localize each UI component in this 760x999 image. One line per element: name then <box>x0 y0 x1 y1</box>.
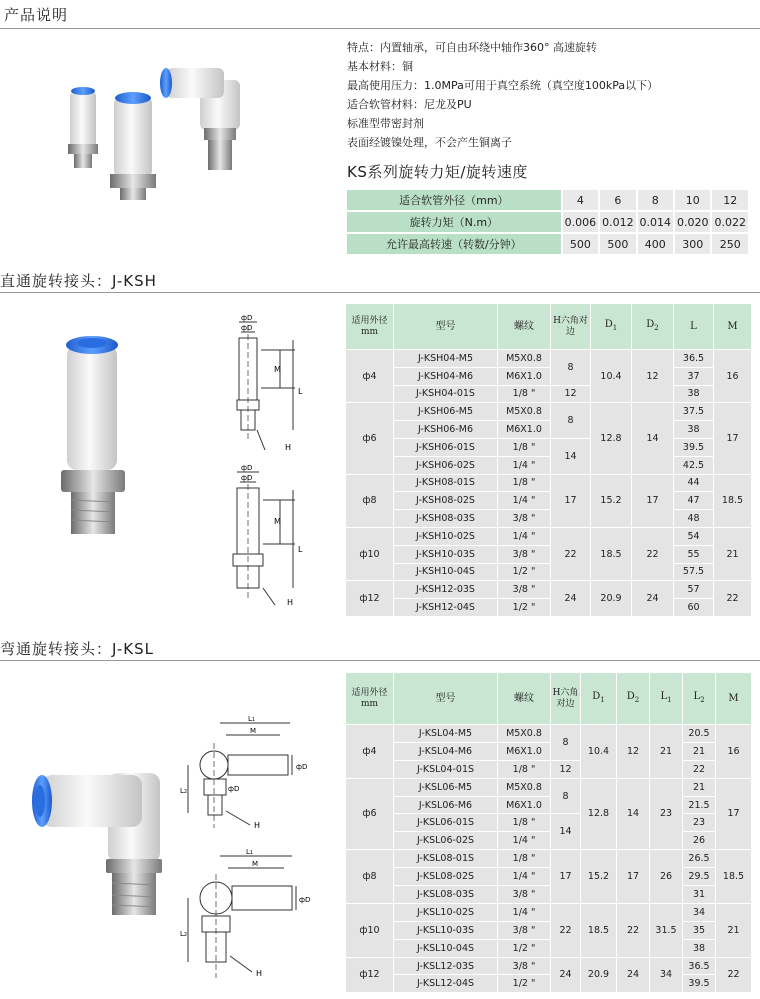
cell: 22 <box>716 957 752 993</box>
ksh-drawing-large <box>225 460 315 610</box>
cell: ф12 <box>346 957 394 993</box>
dim-label: фD <box>241 474 253 482</box>
table-row <box>346 814 752 832</box>
dim-label: L1 <box>246 848 254 856</box>
table-row <box>346 510 752 528</box>
dim-label: фD <box>241 314 253 322</box>
cell: 38 <box>683 939 716 957</box>
cell: 14 <box>551 814 581 850</box>
model-cell: J-KSL12-03S <box>394 957 498 975</box>
ks-table-title: KS系列旋转力矩/旋转速度 <box>347 163 528 181</box>
col-header: H六角对边 <box>551 304 591 350</box>
table-row <box>346 886 752 904</box>
cell: 47 <box>674 492 714 510</box>
table-row <box>346 474 752 492</box>
cell: 17 <box>632 474 674 527</box>
col-header: M <box>716 673 752 725</box>
cell: 12 <box>711 189 749 211</box>
col-header <box>346 673 394 725</box>
col-header-label: L <box>693 691 701 702</box>
table-row <box>346 545 752 563</box>
col-header: $D_2$ <box>617 673 650 725</box>
cell: 44 <box>674 474 714 492</box>
table-row <box>346 492 752 510</box>
model-cell: J-KSH12-04S <box>394 599 498 617</box>
model-cell: J-KSH06-M6 <box>394 421 498 439</box>
cell: ф8 <box>346 474 394 527</box>
divider <box>0 28 760 29</box>
model-cell: J-KSH04-M5 <box>394 350 498 368</box>
feature-item: 标准型带密封剂 <box>347 117 424 130</box>
dim-label: фD <box>296 763 308 771</box>
model-cell: J-KSL04-01S <box>394 760 498 778</box>
cell: 8 <box>551 403 591 439</box>
cell: ф4 <box>346 350 394 403</box>
dim-label: M <box>274 365 281 374</box>
cell: 12 <box>632 350 674 403</box>
dim-label: L <box>248 715 252 723</box>
table-row <box>346 581 752 599</box>
col-header: $L_1$ <box>650 673 683 725</box>
cell: 300 <box>674 233 711 255</box>
dim-label: H <box>256 969 263 978</box>
cell: 20.9 <box>581 957 617 993</box>
model-cell: J-KSH10-02S <box>394 527 498 545</box>
cell: 18.5 <box>714 474 752 527</box>
dim-label: L1 <box>248 715 256 723</box>
cell: 34 <box>650 957 683 993</box>
col-header <box>346 304 394 350</box>
cell: ф6 <box>346 778 394 850</box>
dim-label: H <box>287 598 294 607</box>
cell: ф6 <box>346 403 394 474</box>
table-row <box>346 832 752 850</box>
product-photo <box>60 60 260 200</box>
col-header-label: D <box>626 691 635 702</box>
cell: 38 <box>674 385 714 403</box>
cell: 17 <box>617 850 650 904</box>
col-header-label: 适用外径mm <box>351 687 388 709</box>
dim-label: L2 <box>180 787 188 795</box>
col-header: $D_1$ <box>591 304 632 350</box>
table-row <box>346 527 752 545</box>
col-header: $D_1$ <box>581 673 617 725</box>
table-row <box>346 921 752 939</box>
cell: 1/4 " <box>498 832 551 850</box>
cell: 37.5 <box>674 403 714 421</box>
cell: 0.012 <box>599 211 636 233</box>
table-row <box>346 868 752 886</box>
model-cell: J-KSH08-02S <box>394 492 498 510</box>
cell: 18.5 <box>581 903 617 957</box>
cell: 400 <box>637 233 674 255</box>
cell: 48 <box>674 510 714 528</box>
model-cell: J-KSL08-02S <box>394 868 498 886</box>
cell: 34 <box>683 903 716 921</box>
col-header: 螺纹 <box>498 304 551 350</box>
col-header-label: 适用外径mm <box>351 315 388 337</box>
cell: 39.5 <box>674 438 714 456</box>
table-row <box>346 211 749 233</box>
table-row <box>346 975 752 993</box>
cell: 3/8 " <box>498 921 551 939</box>
cell: 1/2 " <box>498 939 551 957</box>
cell: 500 <box>562 233 599 255</box>
cell: 22 <box>617 903 650 957</box>
cell: 15.2 <box>591 474 632 527</box>
table-row <box>346 350 752 368</box>
dim-label: L <box>246 848 250 856</box>
col-header: 螺纹 <box>498 673 551 725</box>
table-row <box>346 438 752 456</box>
divider <box>0 660 760 661</box>
cell: 37 <box>674 367 714 385</box>
cell: 14 <box>551 438 591 474</box>
cell: 35 <box>683 921 716 939</box>
cell: 38 <box>674 421 714 439</box>
cell: 24 <box>617 957 650 993</box>
cell: M5X0.8 <box>498 725 551 743</box>
cell: 12.8 <box>581 778 617 850</box>
cell: 1/4 " <box>498 868 551 886</box>
cell: 21 <box>683 742 716 760</box>
cell: 10.4 <box>591 350 632 403</box>
dim-label: фD <box>228 785 240 793</box>
dim-label: L <box>180 787 184 795</box>
cell: 18.5 <box>716 850 752 904</box>
ks-spec-table <box>345 188 750 256</box>
feature-list <box>347 38 658 152</box>
feature-item: 最高使用压力：1.0MPa可用于真空系统（真空度100kPa以下） <box>347 79 659 92</box>
cell: ф12 <box>346 581 394 617</box>
cell: 57 <box>674 581 714 599</box>
cell: 1/2 " <box>498 599 551 617</box>
dim-label: H <box>285 443 292 450</box>
table-row <box>346 189 749 211</box>
cell: 3/8 " <box>498 510 551 528</box>
cell: 17 <box>714 403 752 474</box>
cell: 12 <box>617 725 650 779</box>
model-cell: J-KSH10-04S <box>394 563 498 581</box>
cell: 21 <box>716 903 752 957</box>
ksl-spec-table <box>345 672 752 993</box>
cell: 20.9 <box>591 581 632 617</box>
col-header: $D_2$ <box>632 304 674 350</box>
cell: 22 <box>683 760 716 778</box>
section-title-ksl: 弯通旋转接头：J-KSL <box>0 640 155 658</box>
cell: ф8 <box>346 850 394 904</box>
dim-label: L <box>180 930 184 938</box>
cell: M5X0.8 <box>498 403 551 421</box>
cell: 60 <box>674 599 714 617</box>
dim-label: фD <box>241 464 253 472</box>
cell: 26 <box>683 832 716 850</box>
model-cell: J-KSL10-02S <box>394 903 498 921</box>
table-row <box>346 903 752 921</box>
cell: 31 <box>683 886 716 904</box>
cell: 29.5 <box>683 868 716 886</box>
table-row <box>346 367 752 385</box>
cell: 1/8 " <box>498 474 551 492</box>
model-cell: J-KSL10-04S <box>394 939 498 957</box>
ksh-spec-table <box>345 303 752 617</box>
cell: 16 <box>714 350 752 403</box>
model-cell: J-KSL04-M5 <box>394 725 498 743</box>
cell: 36.5 <box>674 350 714 368</box>
cell: 23 <box>683 814 716 832</box>
cell: 8 <box>551 725 581 761</box>
cell: 1/8 " <box>498 385 551 403</box>
cell: ф10 <box>346 527 394 580</box>
model-cell: J-KSL06-M6 <box>394 796 498 814</box>
cell: 3/8 " <box>498 957 551 975</box>
model-cell: J-KSH06-02S <box>394 456 498 474</box>
model-cell: J-KSL06-M5 <box>394 778 498 796</box>
table-header-row <box>346 673 752 725</box>
model-cell: J-KSL12-04S <box>394 975 498 993</box>
cell: 31.5 <box>650 903 683 957</box>
cell: 1/8 " <box>498 438 551 456</box>
dim-label: M <box>274 517 281 526</box>
row-label: 旋转力矩（N.m） <box>346 211 562 233</box>
dim-label: L2 <box>180 930 188 938</box>
cell: 22 <box>551 903 581 957</box>
table-row <box>346 850 752 868</box>
cell: 1/4 " <box>498 903 551 921</box>
ksh-photo <box>55 325 145 540</box>
table-row <box>346 760 752 778</box>
cell: 18.5 <box>591 527 632 580</box>
cell: 24 <box>551 957 581 993</box>
table-row <box>346 233 749 255</box>
cell: 3/8 " <box>498 545 551 563</box>
cell: 6 <box>599 189 636 211</box>
cell: 21.5 <box>683 796 716 814</box>
col-header-label: L <box>660 691 668 702</box>
cell: 0.006 <box>562 211 599 233</box>
cell: 20.5 <box>683 725 716 743</box>
cell: 22 <box>632 527 674 580</box>
table-header-row <box>346 304 752 350</box>
ksl-drawing-large <box>180 848 315 988</box>
model-cell: J-KSL06-02S <box>394 832 498 850</box>
cell: 1/8 " <box>498 760 551 778</box>
table-row <box>346 456 752 474</box>
row-label: 允许最高转速（转数/分钟） <box>346 233 562 255</box>
table-row <box>346 725 752 743</box>
cell: M6X1.0 <box>498 796 551 814</box>
cell: M6X1.0 <box>498 367 551 385</box>
dim-label: фD <box>241 324 253 332</box>
cell: 8 <box>551 350 591 386</box>
cell: M5X0.8 <box>498 778 551 796</box>
model-cell: J-KSH10-03S <box>394 545 498 563</box>
cell: 21 <box>683 778 716 796</box>
cell: ф10 <box>346 903 394 957</box>
cell: 54 <box>674 527 714 545</box>
table-row <box>346 421 752 439</box>
cell: 1/8 " <box>498 814 551 832</box>
ksl-photo <box>28 755 168 920</box>
model-cell: J-KSH04-M6 <box>394 367 498 385</box>
model-cell: J-KSL04-M6 <box>394 742 498 760</box>
cell: 0.014 <box>637 211 674 233</box>
cell: 250 <box>711 233 749 255</box>
col-header: 型号 <box>394 304 498 350</box>
section-title-product: 产品说明 <box>4 6 69 24</box>
cell: 10 <box>674 189 711 211</box>
ksh-drawing-small <box>225 310 315 450</box>
cell: 500 <box>599 233 636 255</box>
cell: 21 <box>650 725 683 779</box>
table-row <box>346 778 752 796</box>
dim-label: H <box>254 821 261 830</box>
dim-label: L <box>298 387 303 396</box>
model-cell: J-KSH06-M5 <box>394 403 498 421</box>
cell: 1/4 " <box>498 527 551 545</box>
cell: 1/4 " <box>498 492 551 510</box>
cell: 1/4 " <box>498 456 551 474</box>
model-cell: J-KSH06-01S <box>394 438 498 456</box>
model-cell: J-KSH08-01S <box>394 474 498 492</box>
dim-label: M <box>250 727 257 735</box>
ksl-drawing-small <box>180 713 315 838</box>
cell: 1/2 " <box>498 975 551 993</box>
cell: 24 <box>632 581 674 617</box>
divider <box>0 292 760 293</box>
cell: 16 <box>716 725 752 779</box>
cell: 36.5 <box>683 957 716 975</box>
cell: 23 <box>650 778 683 850</box>
row-label: 适合软管外径（mm） <box>346 189 562 211</box>
feature-item: 基本材料：铜 <box>347 60 413 73</box>
cell: 3/8 " <box>498 581 551 599</box>
table-row <box>346 403 752 421</box>
cell: 24 <box>551 581 591 617</box>
col-header-label: D <box>646 319 655 330</box>
model-cell: J-KSL10-03S <box>394 921 498 939</box>
cell: 57.5 <box>674 563 714 581</box>
col-header: M <box>714 304 752 350</box>
table-row <box>346 796 752 814</box>
model-cell: J-KSL08-01S <box>394 850 498 868</box>
model-cell: J-KSH04-01S <box>394 385 498 403</box>
cell: 0.020 <box>674 211 711 233</box>
cell: M6X1.0 <box>498 421 551 439</box>
cell: 12 <box>551 760 581 778</box>
cell: 21 <box>714 527 752 580</box>
cell: 10.4 <box>581 725 617 779</box>
table-row <box>346 385 752 403</box>
feature-item: 适合软管材料：尼龙及PU <box>347 98 472 111</box>
cell: 39.5 <box>683 975 716 993</box>
col-header: L <box>674 304 714 350</box>
cell: 12 <box>551 385 591 403</box>
cell: 17 <box>551 474 591 527</box>
section-title-ksh: 直通旋转接头：J-KSH <box>0 272 157 290</box>
col-header-label: D <box>592 691 601 702</box>
dim-label: M <box>252 860 259 868</box>
feature-item: 表面经镀镍处理，不会产生铜离子 <box>347 136 512 149</box>
cell: 8 <box>551 778 581 814</box>
cell: 14 <box>617 778 650 850</box>
cell: 22 <box>551 527 591 580</box>
cell: 15.2 <box>581 850 617 904</box>
table-row <box>346 742 752 760</box>
cell: 42.5 <box>674 456 714 474</box>
model-cell: J-KSL06-01S <box>394 814 498 832</box>
cell: ф4 <box>346 725 394 779</box>
table-row <box>346 939 752 957</box>
col-header: 型号 <box>394 673 498 725</box>
cell: 17 <box>551 850 581 904</box>
col-header-label: D <box>604 319 613 330</box>
cell: 55 <box>674 545 714 563</box>
cell: 17 <box>716 778 752 850</box>
cell: 12.8 <box>591 403 632 474</box>
cell: 14 <box>632 403 674 474</box>
cell: 1/8 " <box>498 850 551 868</box>
dim-label: L <box>298 545 303 554</box>
col-header: H六角对边 <box>551 673 581 725</box>
col-header: $L_2$ <box>683 673 716 725</box>
cell: 0.022 <box>711 211 749 233</box>
cell: 26 <box>650 850 683 904</box>
cell: 3/8 " <box>498 886 551 904</box>
cell: M6X1.0 <box>498 742 551 760</box>
cell: 22 <box>714 581 752 617</box>
cell: 1/2 " <box>498 563 551 581</box>
table-row <box>346 563 752 581</box>
dim-label: фD <box>299 896 311 904</box>
cell: 26.5 <box>683 850 716 868</box>
table-row <box>346 599 752 617</box>
cell: 8 <box>637 189 674 211</box>
table-row <box>346 957 752 975</box>
feature-item: 特点：内置轴承，可自由环绕中轴作360° 高速旋转 <box>347 41 597 54</box>
model-cell: J-KSH12-03S <box>394 581 498 599</box>
cell: 4 <box>562 189 599 211</box>
model-cell: J-KSL08-03S <box>394 886 498 904</box>
cell: M5X0.8 <box>498 350 551 368</box>
model-cell: J-KSH08-03S <box>394 510 498 528</box>
